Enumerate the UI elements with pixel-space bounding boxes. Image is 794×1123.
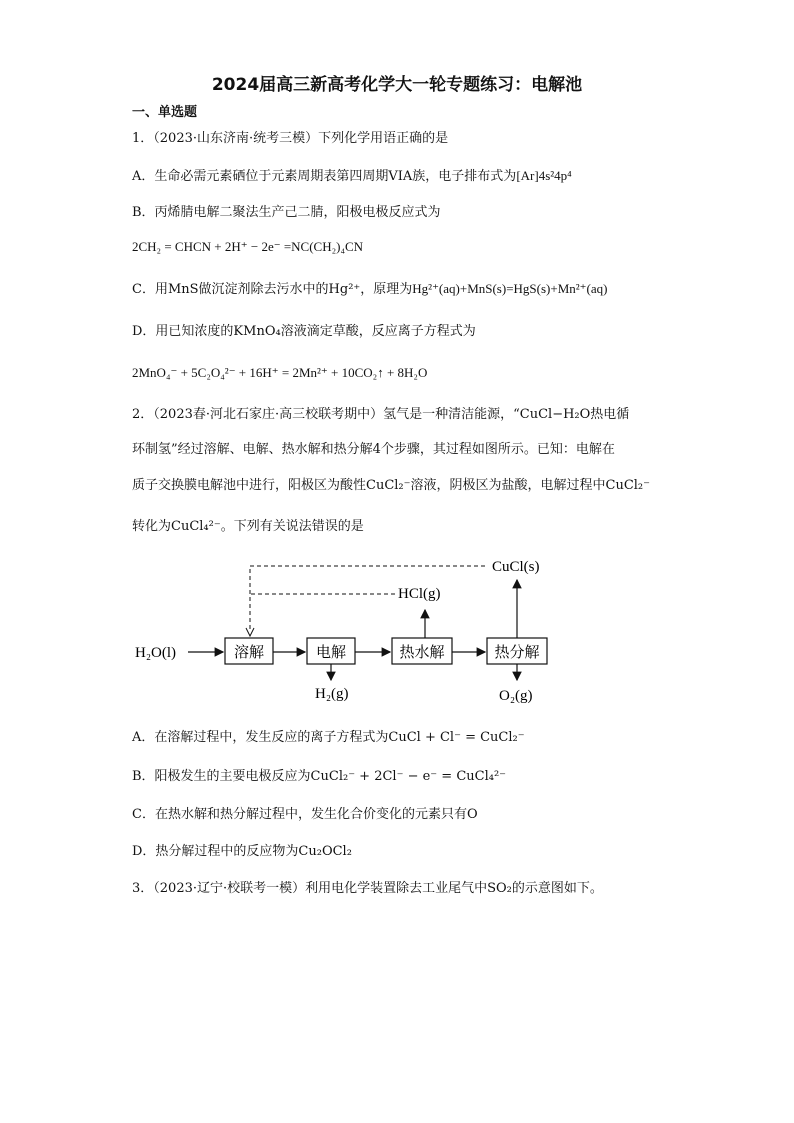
recycle-cucl-line	[250, 566, 485, 632]
q2-stem-line-2: 环制氢”经过溶解、电解、热水解和热分解4个步骤，其过程如图所示。已知：电解在	[132, 442, 615, 457]
q1-option-c-equation: Hg²⁺(aq)+MnS(s)=HgS(s)+Mn²⁺(aq)	[412, 281, 608, 296]
q1-option-b-equation: 2CH₂ = CHCN + 2H⁺ − 2e⁻ =NC(CH₂)₄CN	[132, 239, 364, 254]
section-heading: 一、单选题	[132, 105, 198, 120]
step-decomposition: 热分解	[494, 643, 540, 661]
q1-option-c	[132, 280, 607, 299]
q2-stem-line-3: 质子交换膜电解池中进行，阳极区为酸性CuCl₂⁻溶液，阴极区为盐酸，电解过程中CuCl₂⁻	[132, 478, 650, 493]
q1-option-a-text: A．生命必需元素硒位于元素周期表第四周期VIA族，电子排布式为	[132, 169, 517, 184]
q2-option-a: A．在溶解过程中，发生反应的离子方程式为CuCl + Cl⁻ = CuCl₂⁻	[132, 730, 525, 745]
cucl-cycle-diagram	[130, 552, 590, 712]
q1-option-b: B．丙烯腈电解二聚法生产己二腈，阳极电极反应式为	[132, 205, 441, 220]
q1-option-a	[132, 167, 572, 186]
step-dissolve: 溶解	[233, 643, 265, 661]
step-electrolysis: 电解	[315, 643, 347, 661]
q1-option-d: D．用已知浓度的KMnO₄溶液滴定草酸，反应离子方程式为	[132, 324, 476, 339]
recycle-arrowhead	[246, 628, 254, 636]
input-label: H₂O(l)	[135, 645, 177, 661]
q2-option-d: D．热分解过程中的反应物为Cu₂OCl₂	[132, 844, 352, 859]
q1-stem: 1．（2023·山东济南·统考三模）下列化学用语正确的是	[132, 131, 449, 146]
output-o2: O₂(g)	[499, 688, 533, 704]
q1-option-c-text: C．用MnS做沉淀剂除去污水中的Hg²⁺，原理为	[132, 282, 413, 297]
q1-option-d-equation: 2MnO₄⁻ + 5C₂O₄²⁻ + 16H⁺ = 2Mn²⁺ + 10CO₂↑ + 8H₂O	[132, 365, 428, 380]
step-hydrolysis: 热水解	[399, 643, 445, 661]
output-h2: H₂(g)	[315, 686, 349, 702]
page-title: 2024届高三新高考化学大一轮专题练习：电解池	[211, 75, 583, 95]
q1-option-a-formula: [Ar]4s²4p⁴	[516, 168, 572, 183]
q2-option-b: B．阳极发生的主要电极反应为CuCl₂⁻ + 2Cl⁻ − e⁻ = CuCl₄²⁻	[132, 769, 507, 784]
output-cucl: CuCl(s)	[492, 559, 540, 575]
q2-stem-line-1: 2．（2023春·河北石家庄·高三校联考期中）氢气是一种清洁能源，“CuCl−H₂O热电循	[132, 407, 630, 422]
q2-stem-line-4: 转化为CuCl₄²⁻。下列有关说法错误的是	[132, 519, 364, 534]
q2-option-c: C．在热水解和热分解过程中，发生化合价变化的元素只有O	[132, 807, 478, 822]
q3-stem: 3．（2023·辽宁·校联考一模）利用电化学装置除去工业尾气中SO₂的示意图如下。	[132, 881, 603, 896]
output-hcl: HCl(g)	[398, 586, 441, 602]
